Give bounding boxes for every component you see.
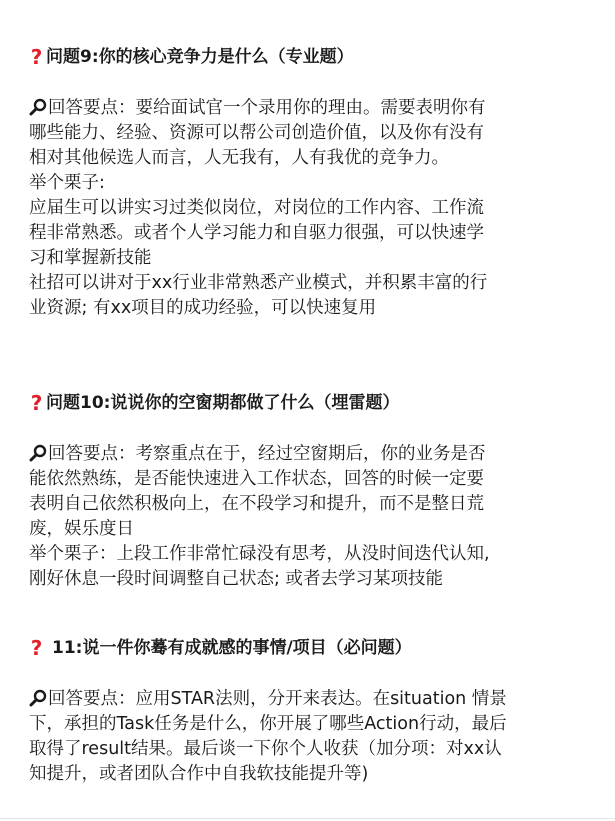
example-line: 应届生可以讲实习过类似岗位，对岗位的工作内容、工作流 [29,198,484,218]
answer-line: 知提升，或者团队合作中自我软技能提升等) [29,764,369,784]
bottom-divider [0,818,615,819]
question-10-heading [29,390,589,416]
magnifier-icon [29,98,47,116]
question-11-title: 11:说一件你蓦有成就感的事情/项目（必问题） [52,638,412,658]
example-line: 举个栗子：上段工作非常忙碌没有思考，从没时间迭代认知, [29,544,490,564]
question-9-heading [29,44,589,70]
answer-line: 表明自己依然积极向上，在不段学习和提升，而不是整日荒 [29,494,484,514]
answer-line: 相对其他候选人而言，人无我有，人有我优的竞争力。 [29,148,449,168]
answer-line: 废，娱乐度日 [29,519,134,539]
example-line: 举个栗子: [29,173,105,193]
question-mark-icon: ? [30,391,43,415]
example-line: 程非常熟悉。或者个人学习能力和自驱力很强，可以快速学 [29,223,484,243]
magnifier-icon [29,444,47,462]
question-11-section [29,635,589,787]
question-9-section [29,44,589,321]
answer-line: 哪些能力、经验、资源可以帮公司创造价值，以及你有没有 [29,123,484,143]
question-mark-icon: ? [30,45,43,69]
example-line: 习和掌握新技能 [29,248,152,268]
magnifier-icon [29,689,47,707]
example-line: 社招可以讲对于xx行业非常熟悉产业模式，并积累丰富的行 [29,273,488,293]
example-line: 业资源; 有xx项目的成功经验，可以快速复用 [29,298,377,318]
answer-line: 回答要点：要给面试官一个录用你的理由。需要表明你有 [29,96,589,121]
answer-line: 回答要点：应用STAR法则，分开来表达。在situation 情景 [29,687,589,712]
question-11-answer [29,687,589,787]
question-10-title: 问题10:说说你的空窗期都做了什么（埋雷题） [46,393,400,413]
answer-line: 回答要点：考察重点在于，经过空窗期后，你的业务是否 [29,442,589,467]
question-10-section [29,390,589,592]
example-line: 刚好休息一段时间调整自己状态; 或者去学习某项技能 [29,569,443,589]
answer-line: 能依然熟练，是否能快速进入工作状态，回答的时候一定要 [29,469,484,489]
question-10-answer [29,442,589,592]
answer-line: 取得了result结果。最后谈一下你个人收获（加分项：对xx认 [29,739,502,759]
question-mark-icon: ? [30,636,43,660]
question-11-heading [29,635,589,661]
question-9-title: 问题9:你的核心竞争力是什么（专业题） [46,47,354,67]
answer-line: 下，承担的Task任务是什么，你开展了哪些Action行动，最后 [29,714,507,734]
question-9-answer [29,96,589,321]
